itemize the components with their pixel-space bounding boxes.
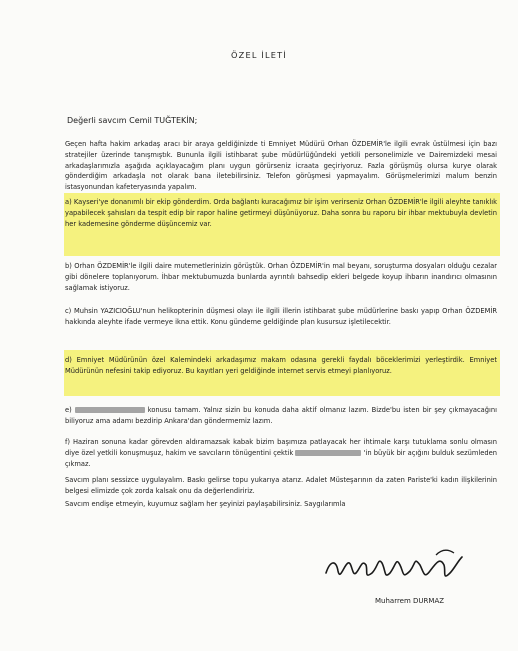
item-b: b) Orhan ÖZDEMİR'le ilgili daire mutemetlerinizin görüştük. Orhan ÖZDEMİR'in mal beyanı, soruşturma dosyaları olduğu cezalar gibi dönelere toplanıyorum. İhbar mektubumuzda bunlarda ayrıntılı bahsedip ekleri belgede koyup ihbarın inandırıcı olmasının sağlamak istiyoruz.: [65, 262, 497, 292]
item-e-text: konusu tamam. Yalnız sizin bu konuda daha aktif olmanız lazım. Bizde'bu isten bir şey çıkmayacağını biliyoruz ama adamı bezdirip Ankara'dan göndermemiz lazım.: [65, 406, 497, 425]
item-f-text-1: f) Haziran sonuna kadar görevden aldıramazsak kabak bizim başımıza patlayacak her ihtimale karşı tutuklama sonlu olmasın diye özel yetkili konuşmuşuz, hakim ve savcıların tönügentini çektik: [65, 438, 497, 457]
redacted-text: [75, 407, 145, 413]
item-a: a) Kayseri'ye donanımlı bir ekip gönderdim. Orda bağlantı kuracağımız bir işim verirseniz Orhan ÖZDEMİR'le ilgili aleyhte tanıklık yapabilecek şahısları da tespit edip bir rapor haline getirmeyi düşünüyoruz. Daha sonra bu raporu bir ihbar mektubuyla devletin her kademesine gönderme düşüncemiz var.: [65, 198, 497, 228]
signature-name: Muharrem DURMAZ: [375, 597, 445, 605]
item-f: [65, 437, 497, 469]
letter-title: ÖZEL İLETİ: [231, 50, 287, 60]
closing-paragraph: Savcım planı sessizce uygulayalım. Baskı gelirse topu yukarıya atarız. Adalet Müsteşarının da zaten Pariste'ki kadın ilişkilerinin belgesi elimizde çok zorda kalsak onu da değerlendiririz.: [65, 476, 497, 495]
item-d: d) Emniyet Müdürünün özel Kalemindeki arkadaşımız makam odasına gerekli faydalı böceklerimizi yerleştirdik. Emniyet Müdürünün nefesini takip ediyoruz. Bu kayıtları yeri geldiğinde internet servis etmeyi planlıyoruz.: [65, 356, 497, 375]
greeting: Değerli savcım Cemil TUĞTEKİN;: [67, 116, 198, 125]
item-c: c) Muhsin YAZICIOĞLU'nun helikopterinin düşmesi olayı ile ilgili illerin istihbarat şube müdürlerine baskı yapıp Orhan ÖZDEMİR hakkında aleyhte ifade vermeye ikna ettik. Konu gündeme geldiğinde plan kusursuz işletilecektir.: [65, 307, 497, 326]
item-e: [65, 405, 497, 427]
intro-paragraph: Geçen hafta hakim arkadaş aracı bir araya geldiğinizde ti Emniyet Müdürü Orhan ÖZDEMİR'le ilgili evrak üstülmesi için bazı stratejiler üzerinde tanışmıştık. Bununla ilgili istihbarat şube müdürlüğündeki yetkili personelimizle ve Dairemizdeki mesai arkadaşlarımızla aşağıda açıklayacağım planı uygun görürseniz icraata geçiriyoruz. Fazla görüşmüş olursa kurye olarak gönderdiğim arkadaşla not olarak bana iletebilirsiniz. Telefon görüşmesi yapmayalım. Görüşmelerimizi malum benzin istasyonundan kafeteryasında yapalım.: [65, 140, 497, 192]
final-paragraph: Savcım endişe etmeyin, kuyumuz sağlam her şeyinizi paylaşabilirsiniz. Saygılarımla: [65, 500, 346, 508]
item-e-prefix: e): [65, 406, 72, 414]
item-f-text-2: 'in büyük bir açığını bulduk sezümleden çıkmaz.: [65, 448, 497, 468]
redacted-text: [295, 450, 361, 456]
signature: [318, 543, 468, 589]
